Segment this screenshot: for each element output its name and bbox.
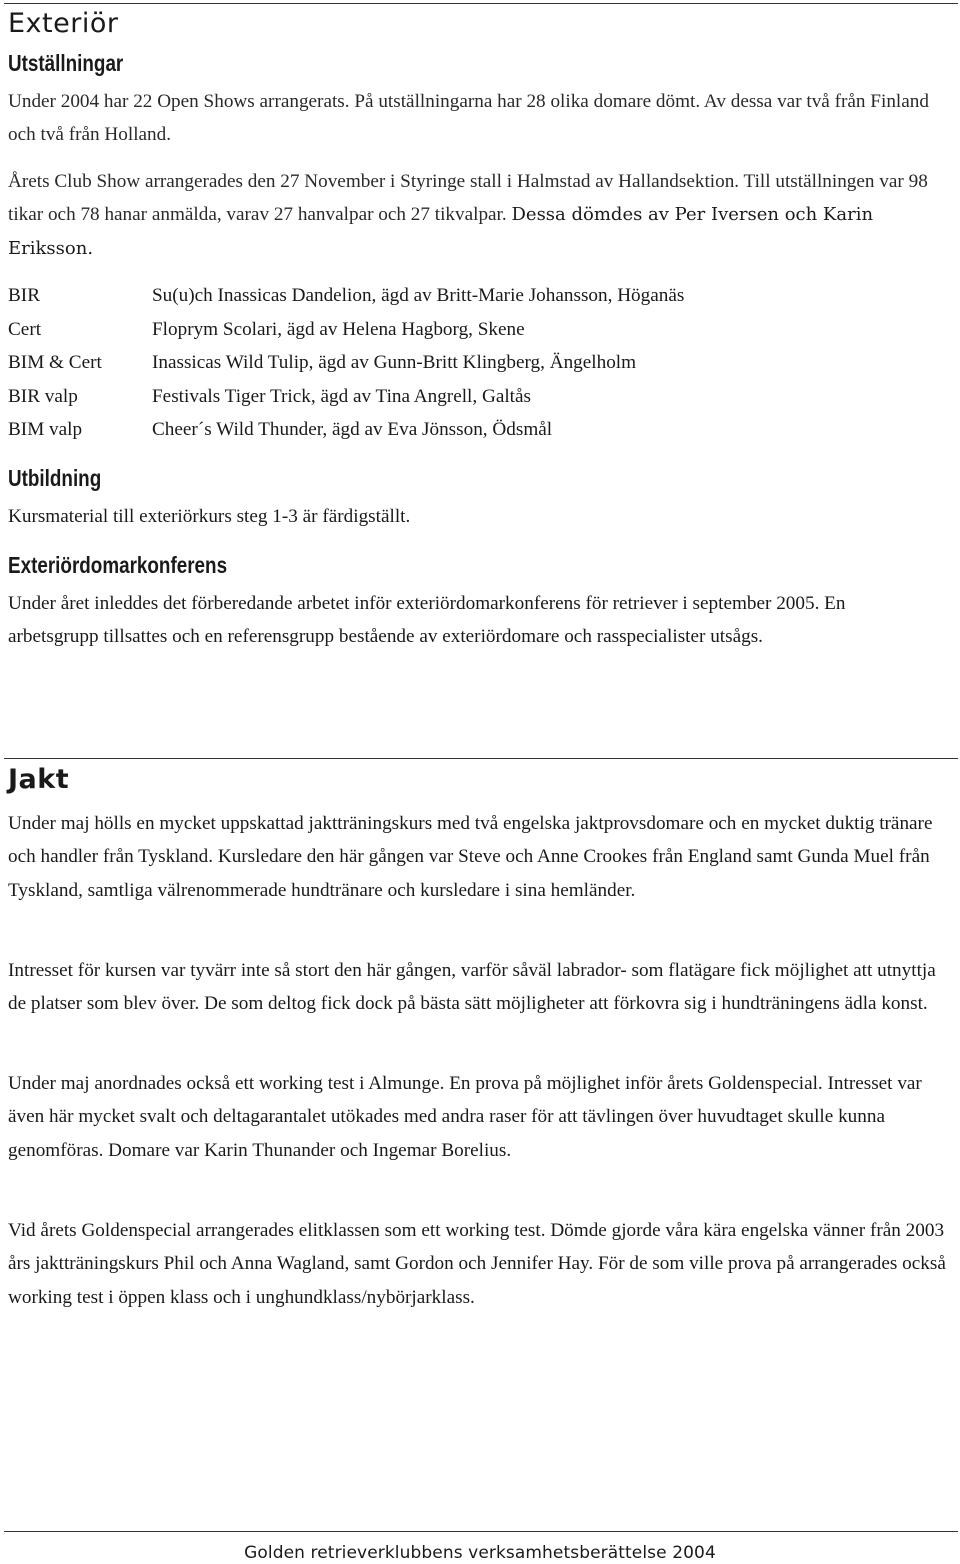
section-heading-hunting: Jakt — [8, 764, 70, 795]
paragraph-working-test: Under maj anordnades också ett working test i Almunge. En prova på möjlighet inför årets Goldenspecial. Intresset var även här mycket svalt och deltagarantalet utökades med andra raser för att tävlingen över huvudtaget skulle kunna genomföras. Domare var Karin Thunander och Ingemar Borelius. — [8, 1073, 922, 1161]
award-dog: Su(u)ch Inassicas Dandelion, ägd av Britt-Marie Johansson, Höganäs — [152, 285, 685, 306]
paragraph-shows-intro: Under 2004 har 22 Open Shows arrangerats. På utställningarna har 28 olika domare dömt. Av dessa var två från Finland och två från Holland. — [8, 91, 929, 146]
subheading-education: Utbildning — [8, 465, 102, 491]
award-dog: Inassicas Wild Tulip, ägd av Gunn-Britt Klingberg, Ängelholm — [152, 352, 637, 374]
subheading-shows: Utställningar — [8, 50, 124, 76]
paragraph-conference: Under året inleddes det förberedande arbetet inför exteriördomarkonferens för retriever i september 2005. En arbetsgrupp tillsattes och en referensgrupp bestående av exteriördomare och rasspecialister utsågs. — [8, 593, 846, 648]
subheading-conference: Exteriördomarkonferens — [8, 552, 228, 578]
page-footer: Golden retrieverklubbens verksamhetsberättelse 2004 — [244, 1543, 716, 1563]
paragraph-hunting-interest: Intresset för kursen var tyvärr inte så stort den här gången, varför såväl labrador- som flatägare fick möjlighet att utnyttja de platser som blev över. De som deltog fick dock på bästa sätt möjligheter att förkovra sig i hundträningens ädla konst. — [8, 960, 936, 1015]
club-show-judges: Dessa dömdes av Per Iversen och Karin Eriksson. — [8, 204, 874, 259]
footer-divider — [4, 1531, 958, 1532]
award-title: BIR — [8, 285, 40, 306]
paragraph-hunting-course: Under maj hölls en mycket uppskattad jaktträningskurs med två engelska jaktprovsdomare och en mycket duktig tränare och handler från Tyskland. Kursledare den här gången var Steve och Anne Crookes från England samt Gunda Muel från Tyskland, samtliga välrenommerade hundtränare och kursledare i sina hemländer. — [8, 813, 933, 901]
section-heading-exterior: Exteriör — [8, 8, 119, 39]
award-dog: Floprym Scolari, ägd av Helena Hagborg, Skene — [152, 318, 525, 340]
award-title: BIR valp — [8, 385, 78, 407]
award-title: BIM valp — [8, 419, 83, 441]
club-show-text: Årets Club Show arrangerades den 27 November i Styringe stall i Halmstad av Hallandsektion. Till utställningen var 98 tikar och 78 hanar anmälda, varav 27 hanvalpar och 27 tikvalpar. — [8, 171, 928, 226]
award-row — [8, 346, 953, 380]
award-row — [8, 380, 953, 414]
award-title: Cert — [8, 318, 42, 340]
paragraph-club-show — [8, 165, 958, 265]
awards-list — [8, 279, 953, 447]
award-row — [8, 279, 953, 313]
award-dog: Festivals Tiger Trick, ägd av Tina Angrell, Galtås — [152, 385, 531, 407]
award-title: BIM & Cert — [8, 352, 102, 374]
award-row — [8, 413, 953, 447]
award-dog: Cheer´s Wild Thunder, ägd av Eva Jönsson, Ödsmål — [152, 419, 553, 441]
paragraph-education: Kursmaterial till exteriörkurs steg 1-3 är färdigställt. — [8, 506, 411, 527]
paragraph-goldenspecial: Vid årets Goldenspecial arrangerades elitklassen som ett working test. Dömde gjorde våra kära engelska vänner från 2003 års jaktträningskurs Phil och Anna Wagland, samt Gordon och Jennifer Hay. För de som ville prova på arrangerades också working test i öppen klass och i unghundklass/nybörjarklass. — [8, 1220, 946, 1308]
award-row — [8, 313, 953, 347]
section-divider — [4, 758, 958, 759]
section-divider — [4, 3, 958, 4]
